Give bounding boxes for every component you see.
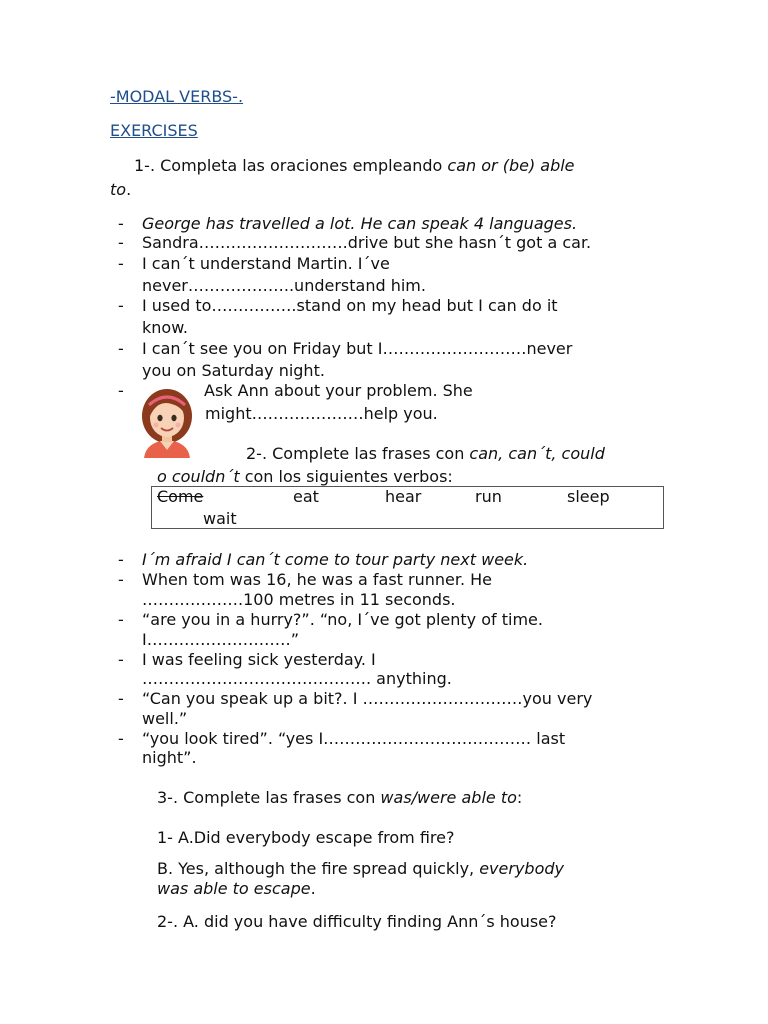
list-item-cont: I………………………” <box>142 630 300 649</box>
ex1-instruction-italic: can or (be) able <box>447 156 575 175</box>
ex1-instruction <box>134 156 575 176</box>
exercises-heading: EXERCISES <box>110 121 198 140</box>
ex3-answer-1 <box>157 859 564 879</box>
ex2-instruction-italic2: o couldn´t <box>157 467 240 486</box>
ex3-answer-1-cont <box>157 879 316 899</box>
page-title: -MODAL VERBS-. <box>110 87 244 106</box>
list-item: I can´t understand Martin. I´ve <box>142 254 390 273</box>
verb-sleep: sleep <box>567 487 610 506</box>
list-bullet: - <box>118 689 124 708</box>
list-item: “Can you speak up a bit?. I …………………………you very <box>142 689 593 708</box>
list-bullet: - <box>118 339 124 358</box>
list-item: “you look tired”. “yes I………………………………… last <box>142 729 566 748</box>
list-item: I can´t see you on Friday but I………………………never <box>142 339 573 358</box>
verb-run: run <box>475 487 502 506</box>
ex1-instruction-cont <box>110 180 131 200</box>
list-bullet: - <box>118 233 124 252</box>
list-bullet: - <box>118 550 124 569</box>
verb-eat: eat <box>293 487 319 506</box>
ex1-instruction-text: 1-. Completa las oraciones empleando <box>134 156 448 175</box>
ex3-answer-1-italic2: was able to escape <box>157 879 311 898</box>
ex3-instruction-italic: was/were able to <box>380 788 517 807</box>
list-item: When tom was 16, he was a fast runner. He <box>142 570 493 589</box>
verb-hear: hear <box>385 487 422 506</box>
ex2-instruction-cont <box>157 467 453 487</box>
list-item-cont: ……………….100 metres in 11 seconds. <box>142 590 456 609</box>
list-item: I´m afraid I can´t come to tour party next week. <box>142 550 529 569</box>
verb-wait: wait <box>203 509 237 528</box>
ex1-instruction-italic2: to <box>110 180 127 199</box>
list-bullet: - <box>118 214 124 233</box>
list-item-cont: never………………..understand him. <box>142 276 426 295</box>
ex3-question-1: 1- A.Did everybody escape from fire? <box>157 828 455 847</box>
list-item: George has travelled a lot. He can speak 4 languages. <box>142 214 578 233</box>
list-bullet: - <box>118 381 124 400</box>
list-item-cont: you on Saturday night. <box>142 361 325 380</box>
list-item-cont: night”. <box>142 748 197 767</box>
list-bullet: - <box>118 650 124 669</box>
list-item-cont: well.” <box>142 709 188 728</box>
ex3-instruction <box>157 788 522 808</box>
ex2-instruction <box>246 444 605 464</box>
list-item: Sandra……………………….drive but she hasn´t got a car. <box>142 233 592 252</box>
list-item-cont: might…………………help you. <box>205 404 438 423</box>
list-item: Ask Ann about your problem. She <box>204 381 473 400</box>
ex3-answer-1-text: B. Yes, although the fire spread quickly, <box>157 859 480 878</box>
verb-come: Come <box>157 487 204 506</box>
ex3-answer-1-period: . <box>310 879 316 898</box>
list-item-cont: ……………………………………. anything. <box>142 669 452 688</box>
list-item: I was feeling sick yesterday. I <box>142 650 376 669</box>
list-bullet: - <box>118 570 124 589</box>
ex3-instruction-text: 3-. Complete las frases con <box>157 788 381 807</box>
ex3-answer-1-italic: everybody <box>479 859 564 878</box>
list-bullet: - <box>118 610 124 629</box>
ex1-instruction-period: . <box>126 180 132 199</box>
list-bullet: - <box>118 729 124 748</box>
list-bullet: - <box>118 254 124 273</box>
ex2-instruction-text: 2-. Complete las frases con <box>246 444 470 463</box>
ex2-instruction-text2: con los siguientes verbos: <box>239 467 453 486</box>
list-bullet: - <box>118 296 124 315</box>
list-item: I used to…………….stand on my head but I can do it <box>142 296 558 315</box>
girl-clipart-icon <box>136 386 198 458</box>
list-item-cont: know. <box>142 318 188 337</box>
ex2-instruction-italic: can, can´t, could <box>469 444 605 463</box>
ex3-instruction-colon: : <box>516 788 523 807</box>
ex3-question-2: 2-. A. did you have difficulty finding Ann´s house? <box>157 912 557 931</box>
list-item: “are you in a hurry?”. “no, I´ve got plenty of time. <box>142 610 543 629</box>
